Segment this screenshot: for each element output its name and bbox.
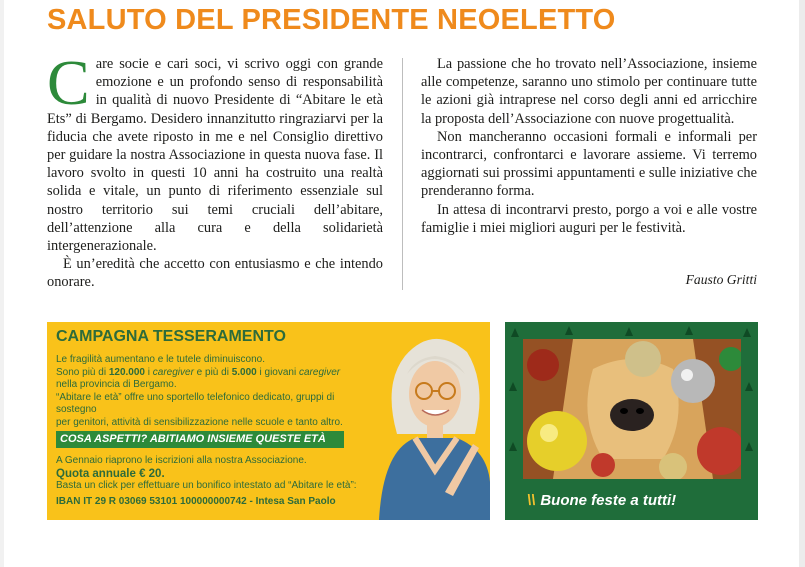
campaign-line: Le fragilità aumentano e le tutele diminuiscono. <box>56 354 266 365</box>
campaign-line: nella provincia di Bergamo. <box>56 379 177 391</box>
campaign-line: “Abitare le età” offre uno sportello telefonico dedicato, gruppi di sostegno <box>56 391 335 416</box>
paragraph: In attesa di incontrarvi presto, porgo a voi e alle vostre famiglie i miei migliori auguri per le festività. <box>421 201 757 236</box>
dog-christmas-photo <box>523 339 741 479</box>
text: i giovani <box>256 366 299 378</box>
greeting-text: Buone feste a tutti! <box>540 492 677 509</box>
text: caregiver <box>299 366 341 378</box>
tree-pattern <box>509 382 517 391</box>
article-title: SALUTO DEL PRESIDENTE NEOELETTO <box>47 4 616 36</box>
decorative-slashes: \\ <box>527 492 536 509</box>
column-divider <box>402 58 403 290</box>
campaign-cta-banner: COSA ASPETTI? ABITIAMO INSIEME QUESTE ETÀ <box>56 431 344 448</box>
paragraph <box>47 47 383 255</box>
tree-pattern <box>511 328 519 337</box>
article-column-left <box>47 47 383 292</box>
text: i <box>144 366 153 378</box>
membership-fee: Quota annuale € 20. <box>56 467 165 480</box>
text: e più di <box>193 366 232 378</box>
drop-cap: C <box>47 47 90 118</box>
text: Sono più di <box>56 366 109 378</box>
paragraph: È un’eredità che accetto con entusiasmo e che intendo onorare. <box>47 256 383 291</box>
page-edge-right <box>799 0 805 567</box>
stat-number: 5.000 <box>231 366 257 378</box>
tree-pattern <box>625 327 633 336</box>
page-edge-left <box>0 0 4 567</box>
iban: IBAN IT 29 R 03069 53101 100000000742 - Intesa San Paolo <box>56 495 336 507</box>
campaign-line <box>56 367 376 380</box>
paragraph-text: are socie e cari soci, vi scrivo oggi con grande emozione e un profondo senso di responsabilità in qualità di nuovo Presidente di “Abitare le età Ets” di Bergamo. Desidero innanzitutto ringraziarvi per la fiducia che avete riposto in me e nel Consiglio direttivo per guidare la nostra Associazione in questa nuova fase. Il lavoro svolto in questi 10 anni ha costruito una realtà solida e vitale, un punto di riferimento essenziale sul nostro territorio sui temi cruciali dell’abitare, dell’attenzione alla cura e della solidarietà intergenerazionale. <box>47 56 383 255</box>
campaign-line: Basta un click per effettuare un bonifico intestato ad “Abitare le età”: <box>56 480 357 492</box>
campaign-line: per genitori, attività di sensibilizzazione nelle scuole e tanto altro. <box>56 416 343 428</box>
article-column-right <box>421 55 757 237</box>
tree-pattern <box>565 326 573 335</box>
text: caregiver <box>152 366 194 378</box>
campaign-line: A Gennaio riaprono le iscrizioni alla nostra Associazione. <box>56 455 307 466</box>
tree-pattern <box>745 442 753 451</box>
membership-campaign-box <box>47 322 490 520</box>
tree-pattern <box>743 328 751 337</box>
campaign-title: CAMPAGNA TESSERAMENTO <box>56 328 286 345</box>
signature: Fausto Gritti <box>685 272 757 287</box>
campaign-footer <box>56 455 376 508</box>
christmas-greeting-card <box>505 322 758 520</box>
stat-number: 120.000 <box>108 366 145 378</box>
paragraph: La passione che ho trovato nell’Associazione, insieme alle competenze, saranno uno stimolo per continuare tutte le azioni già intraprese nel corso degli anni ed arricchire la proposta dell’Associazione con nuove progettualità. <box>421 56 757 127</box>
tree-pattern <box>685 326 693 335</box>
paragraph: Non mancheranno occasioni formali e informali per incontrarci, confrontarci e lavorare assieme. Vi terremo aggiornati sui prossimi appuntamenti e sulle iniziative che prenderanno forma. <box>421 128 757 200</box>
woman-photo <box>375 322 490 520</box>
greeting-caption <box>527 492 676 509</box>
tree-pattern <box>509 442 517 451</box>
campaign-body <box>56 354 376 430</box>
tree-pattern <box>745 382 753 391</box>
